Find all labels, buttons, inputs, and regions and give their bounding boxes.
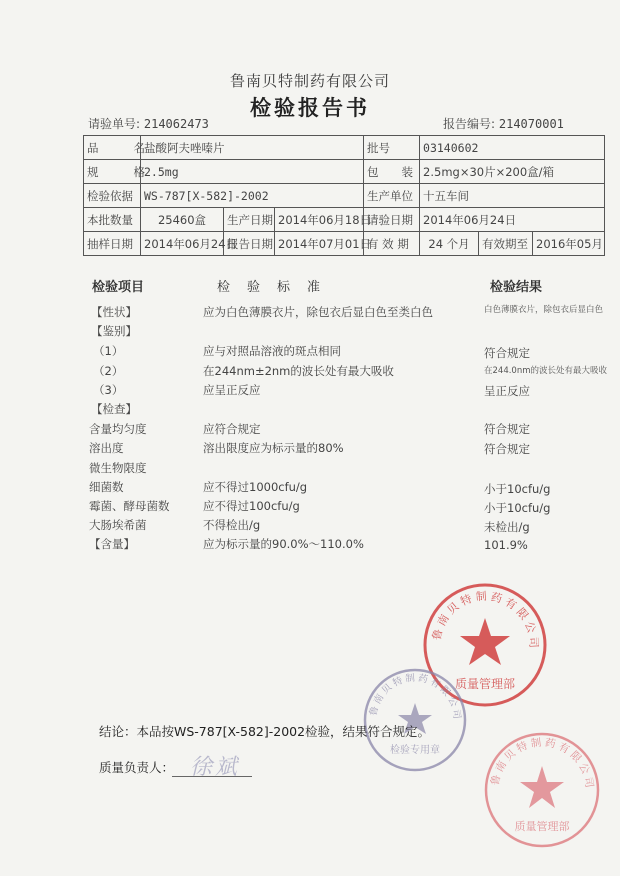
table-row [84,136,605,160]
conclusion: 结论：本品按WS-787[X-582]-2002检验，结果符合规定。 [99,724,431,739]
report-number-label: 报告编号: [443,117,496,131]
unit-value: 十五车间 [420,184,605,208]
row-item: 霉菌、酵母菌数 [89,499,170,513]
row-result: 小于10cfu/g [484,501,551,515]
svg-text:鲁南贝特制药有限公司: 鲁南贝特制药有限公司 [489,736,596,789]
report-date-label: 报告日期 [224,232,275,256]
report-number [443,115,564,132]
spec-value: 2.5mg [141,160,364,184]
quality-dept-seal-pink [480,728,604,852]
table-row [84,160,605,184]
row-result: 101.9% [484,538,528,552]
svg-text:鲁南贝特制药有限公司: 鲁南贝特制药有限公司 [368,672,463,720]
row-item: 【检查】 [91,402,137,416]
request-date-label: 请验日期 [364,208,420,232]
spec-label: 规 格 [84,160,141,184]
svg-text:鲁南贝特制药有限公司: 鲁南贝特制药有限公司 [430,589,541,649]
row-item: 【鉴别】 [91,324,137,338]
row-item: 细菌数 [89,480,124,494]
standard-header: 检 验 标 准 [217,280,323,295]
row-result: 未检出/g [484,520,530,534]
report-number-value: 214070001 [498,117,564,131]
product-info-table [83,135,605,256]
row-standard: 应与对照品溶液的斑点相同 [203,344,341,358]
production-date: 2014年06月18日 [275,208,364,232]
test-item-header: 检验项目 [92,280,145,295]
batch-number: 03140602 [420,136,605,160]
validity-label: 有 效 期 [364,232,420,256]
row-standard: 在244nm±2nm的波长处有最大吸收 [203,364,394,378]
row-item: （2） [93,364,124,378]
package-value: 2.5mg×30片×200盒/箱 [420,160,605,184]
result-header: 检验结果 [490,280,543,295]
quantity-value: 25460盒 [141,208,224,232]
row-item: 含量均匀度 [89,422,147,436]
row-result: 小于10cfu/g [484,482,551,496]
unit-label: 生产单位 [364,184,420,208]
row-standard: 应呈正反应 [203,383,261,397]
report-date: 2014年07月01日 [275,232,364,256]
product-name-label: 品 名 [84,136,141,160]
row-result: 在244.0nm的波长处有最大吸收 [484,366,608,376]
production-date-label: 生产日期 [224,208,275,232]
request-date: 2014年06月24日 [420,208,605,232]
table-row [84,184,605,208]
row-result: 符合规定 [484,422,530,436]
row-standard: 应为白色薄膜衣片，除包衣后显白色至类白色 [203,305,433,319]
request-number-value: 214062473 [143,117,209,131]
svg-text:质量管理部: 质量管理部 [514,820,570,833]
qa-signature: 徐斌 [190,755,241,780]
row-item: （1） [93,344,124,358]
expiry-value: 2016年05月 [533,232,605,256]
sampling-date-label: 抽样日期 [84,232,141,256]
batch-label: 批号 [364,136,420,160]
basis-value: WS-787[X-582]-2002 [141,184,364,208]
row-standard: 应为标示量的90.0%～110.0% [203,537,364,551]
row-standard: 不得检出/g [203,518,261,532]
row-item: 大肠埃希菌 [89,518,147,532]
row-result: 符合规定 [484,346,530,360]
svg-text:质量管理部: 质量管理部 [454,677,516,691]
basis-label: 检验依据 [84,184,141,208]
expiry-label: 有效期至 [479,232,533,256]
row-item: 微生物限度 [89,461,147,475]
row-item: 【含量】 [89,537,135,551]
row-standard: 应不得过100cfu/g [203,499,300,513]
qa-label: 质量负责人： [99,760,175,775]
inspection-seal-gray [360,665,470,775]
validity-value: 24 个月 [420,232,479,256]
row-item: （3） [93,383,124,397]
report-title: 检验报告书 [250,96,370,120]
company-name: 鲁南贝特制药有限公司 [229,72,390,90]
quantity-label: 本批数量 [84,208,141,232]
row-standard: 应不得过1000cfu/g [203,480,308,494]
row-result: 符合规定 [484,442,530,456]
product-name: 盐酸阿夫唑嗪片 [141,136,364,160]
svg-text:检验专用章: 检验专用章 [390,745,440,756]
row-item: 【性状】 [91,305,137,319]
row-item: 溶出度 [89,441,124,455]
row-standard: 溶出限度应为标示量的80% [203,441,344,455]
sampling-date: 2014年06月24日 [141,232,224,256]
row-result: 白色薄膜衣片，除包衣后显白色 [484,305,604,315]
package-label: 包 装 [364,160,420,184]
request-number [88,115,209,132]
table-row [84,232,605,256]
request-number-label: 请验单号: [88,117,141,131]
signature-line [172,776,252,777]
table-row [84,208,605,232]
row-result: 呈正反应 [484,384,530,398]
row-standard: 应符合规定 [203,422,261,436]
